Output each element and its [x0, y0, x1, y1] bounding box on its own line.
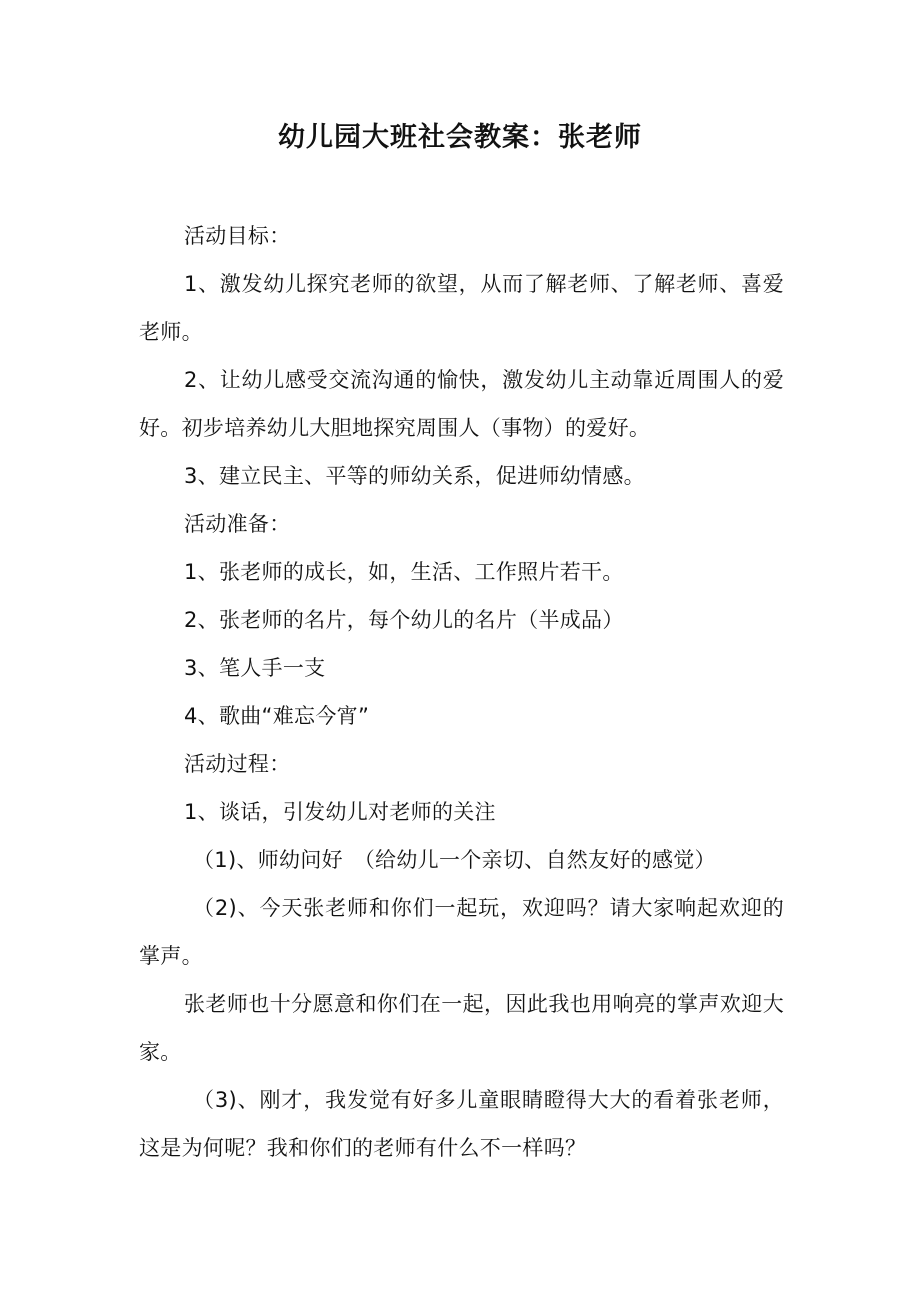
document-body	[139, 212, 784, 1172]
paragraph: 2、张老师的名片，每个幼儿的名片（半成品）	[184, 608, 624, 632]
paragraph: 1、激发幼儿探究老师的欲望，从而了解老师、了解老师、喜爱老师。	[139, 272, 784, 344]
paragraph: 3、笔人手一支	[184, 656, 326, 680]
paragraph: 3、建立民主、平等的师幼关系，促进师幼情感。	[184, 464, 645, 488]
paragraph: 张老师也十分愿意和你们在一起，因此我也用响亮的掌声欢迎大家。	[139, 992, 784, 1064]
paragraph: 1、谈话，引发幼儿对老师的关注	[184, 800, 496, 824]
section-heading-goals: 活动目标：	[184, 224, 291, 248]
paragraph: （3)、刚才，我发觉有好多儿童眼睛瞪得大大的看着张老师，这是为何呢？我和你们的老师有什么不一样吗？	[139, 1088, 784, 1160]
paragraph: （2)、今天张老师和你们一起玩，欢迎吗？请大家响起欢迎的掌声。	[139, 896, 784, 968]
section-heading-process: 活动过程：	[184, 752, 291, 776]
paragraph: （1)、师幼问好 （给幼儿一个亲切、自然友好的感觉）	[193, 848, 716, 872]
section-heading-preparation: 活动准备：	[184, 512, 291, 536]
paragraph: 1、张老师的成长，如，生活、工作照片若干。	[184, 560, 624, 584]
paragraph: 2、让幼儿感受交流沟通的愉快，激发幼儿主动靠近周围人的爱好。初步培养幼儿大胆地探究周围人（事物）的爱好。	[139, 368, 784, 440]
paragraph: 4、歌曲“难忘今宵”	[184, 704, 370, 728]
document-title: 幼儿园大班社会教案：张老师	[278, 122, 642, 153]
